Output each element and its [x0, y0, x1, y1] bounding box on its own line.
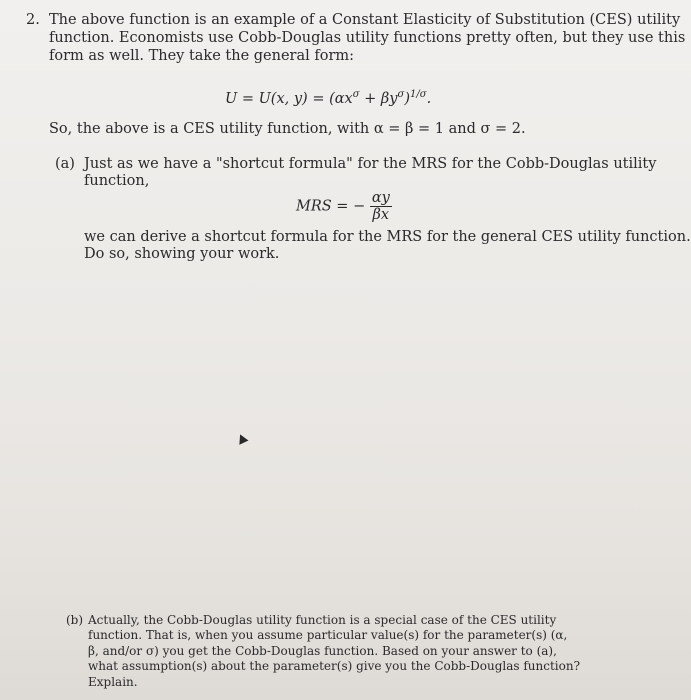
part-a-line-1: Just as we have a "shortcut formula" for the MRS for the Cobb-Douglas utility	[84, 156, 657, 172]
part-b-label: (b)	[66, 613, 84, 627]
part-b-line-2: function. That is, when you assume particular value(s) for the parameter(s) (α,	[88, 628, 568, 642]
mrs-fraction: $\frac{\alpha y}{\beta x}$	[371, 190, 390, 223]
mouse-cursor-icon	[236, 432, 249, 444]
part-a-line-4: Do so, showing your work.	[84, 246, 280, 262]
part-b-line-3: β, and/or σ) you get the Cobb-Douglas function. Based on your answer to (a),	[88, 644, 557, 658]
part-a-label: (a)	[55, 156, 75, 172]
intro-line-3: form as well. They take the general form:	[49, 48, 355, 64]
intro-line-2: function. Economists use Cobb-Douglas utility functions pretty often, but they use this	[49, 30, 686, 46]
mrs-formula: MRS = − $\frac{\alpha y}{\beta x}$	[296, 190, 390, 223]
part-a-line-2: function,	[84, 173, 150, 189]
intro-line-1: The above function is an example of a Constant Elasticity of Substitution (CES) utility	[49, 12, 681, 28]
so-line: So, the above is a CES utility function, with α = β = 1 and σ = 2.	[49, 121, 526, 137]
ces-formula: U = U(x, $y) = (\alpha x^\sigma + \beta y^\sigma)^{1/\sigma}$.	[225, 89, 432, 107]
part-b-line-1: Actually, the Cobb-Douglas utility function is a special case of the CES utility	[88, 613, 557, 627]
problem-number: 2.	[26, 12, 40, 28]
part-a-line-3: we can derive a shortcut formula for the MRS for the general CES utility function.	[84, 229, 691, 245]
part-b-line-5: Explain.	[88, 675, 138, 689]
part-b-line-4: what assumption(s) about the parameter(s) give you the Cobb-Douglas function?	[88, 659, 581, 673]
